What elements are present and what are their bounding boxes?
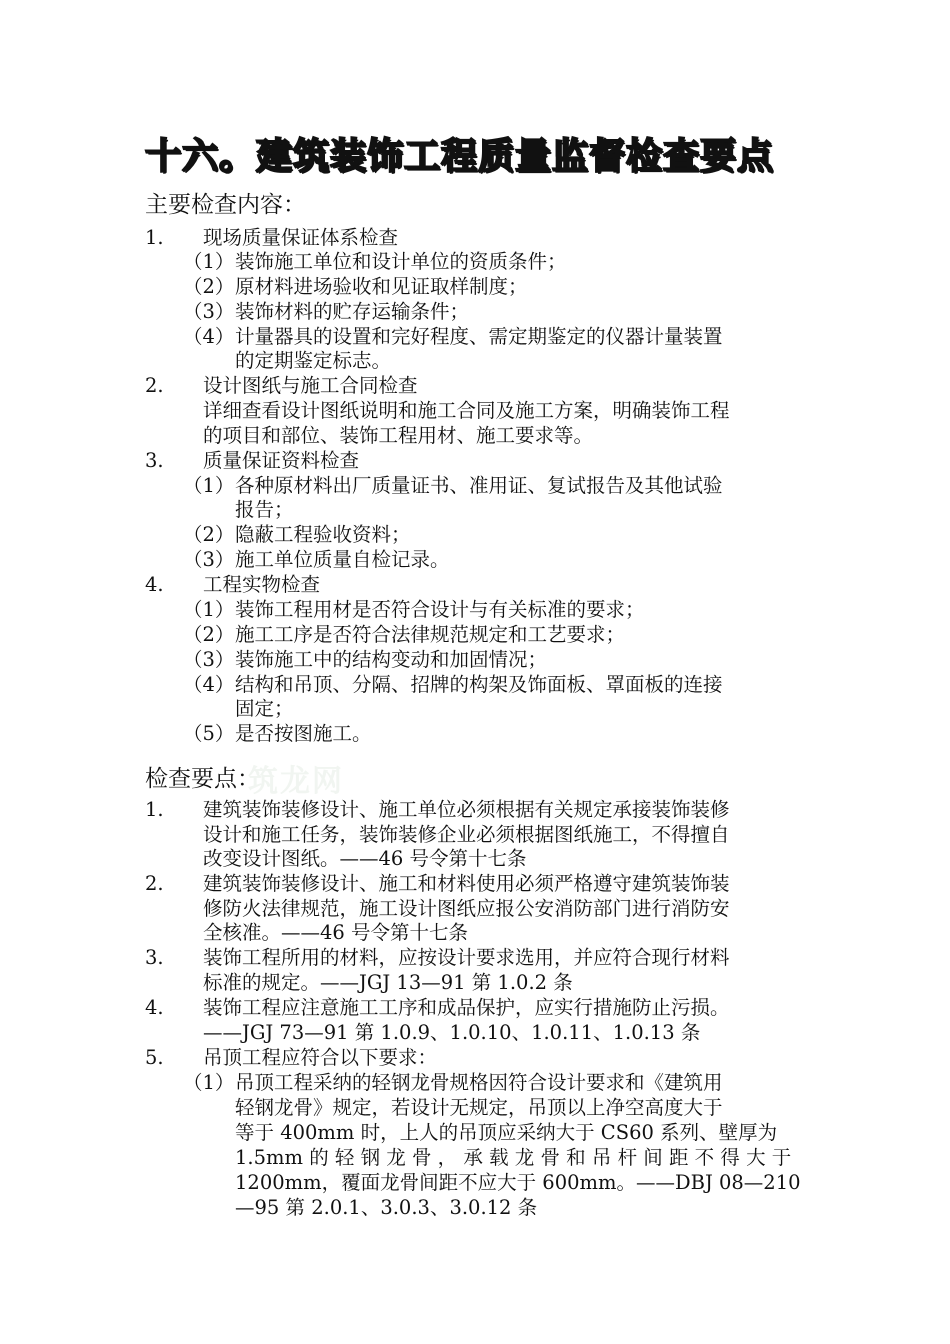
sub-text: 是否按图施工。 [235, 722, 372, 745]
item-text: 改变设计图纸。——46 号令第十七条 [203, 847, 527, 870]
sub-label: （1） [183, 474, 235, 497]
item-number: 1. [145, 798, 164, 821]
sub-text: 吊顶工程采纳的轻钢龙骨规格因符合设计要求和《建筑用 [235, 1071, 723, 1094]
page-title: 十六。建筑装饰工程质量监督检查要点 [145, 136, 775, 177]
item-title: 工程实物检查 [203, 573, 321, 596]
sub-label: （1） [183, 250, 235, 273]
sub-text: 的定期鉴定标志。 [235, 349, 392, 372]
sub-text: 原材料进场验收和见证取样制度； [235, 275, 528, 298]
item-text: 修防火法律规范，施工设计图纸应报公安消防部门进行消防安 [203, 897, 730, 920]
sub-label: （4） [183, 325, 235, 348]
item-body: 的项目和部位、装饰工程用材、施工要求等。 [203, 424, 594, 447]
item-number: 4. [145, 573, 164, 596]
item-text: 吊顶工程应符合以下要求： [203, 1046, 438, 1069]
sub-label: （1） [183, 598, 235, 621]
sub-text: 结构和吊顶、分隔、招牌的构架及饰面板、罩面板的连接 [235, 673, 723, 696]
sub-label: （3） [183, 548, 235, 571]
section-heading-main-content: 主要检查内容： [145, 192, 306, 218]
item-number: 1. [145, 226, 164, 249]
item-text: 设计和施工任务，装饰装修企业必须根据图纸施工，不得擅自 [203, 823, 730, 846]
sub-label: （4） [183, 673, 235, 696]
item-text: 标准的规定。——JGJ 13—91 第 1.0.2 条 [203, 971, 573, 994]
item-title: 现场质量保证体系检查 [203, 226, 399, 249]
sub-label: （1） [183, 1071, 235, 1094]
sub-text: 装饰施工单位和设计单位的资质条件； [235, 250, 567, 273]
sub-text: 计量器具的设置和完好程度、需定期鉴定的仪器计量装置 [235, 325, 723, 348]
item-number: 4. [145, 996, 164, 1019]
sub-text: 各种原材料出厂质量证书、准用证、复试报告及其他试验 [235, 474, 723, 497]
item-text: 建筑装饰装修设计、施工单位必须根据有关规定承接装饰装修 [203, 798, 730, 821]
item-title: 质量保证资料检查 [203, 449, 360, 472]
item-text: 全核准。——46 号令第十七条 [203, 921, 469, 944]
item-number: 2. [145, 374, 164, 397]
sub-text: 等于 400mm 时，上人的吊顶应采纳大于 CS60 系列、壁厚为 [235, 1121, 778, 1144]
sub-label: （5） [183, 722, 235, 745]
item-text: 装饰工程应注意施工工序和成品保护，应实行措施防止污损。 [203, 996, 730, 1019]
section-heading-key-points: 检查要点： [145, 766, 260, 792]
sub-text: 报告； [235, 498, 294, 521]
sub-text: 装饰施工中的结构变动和加固情况； [235, 648, 548, 671]
sub-text: 施工工序是否符合法律规范规定和工艺要求； [235, 623, 626, 646]
watermark-text: 筑龙网 [248, 764, 344, 799]
sub-label: （3） [183, 300, 235, 323]
sub-text: 1.5mm 的 轻 钢 龙 骨 ， 承 载 龙 骨 和 吊 杆 间 距 不 得 大 于 [235, 1146, 792, 1169]
sub-label: （2） [183, 523, 235, 546]
sub-text: 施工单位质量自检记录。 [235, 548, 450, 571]
item-text: 装饰工程所用的材料，应按设计要求选用，并应符合现行材料 [203, 946, 730, 969]
item-text: 建筑装饰装修设计、施工和材料使用必须严格遵守建筑装饰装 [203, 872, 730, 895]
sub-text: 装饰工程用材是否符合设计与有关标准的要求； [235, 598, 645, 621]
item-text: ——JGJ 73—91 第 1.0.9、1.0.10、1.0.11、1.0.13 条 [203, 1021, 701, 1044]
item-number: 2. [145, 872, 164, 895]
sub-label: （2） [183, 275, 235, 298]
item-number: 3. [145, 449, 164, 472]
sub-label: （3） [183, 648, 235, 671]
sub-text: 隐蔽工程验收资料； [235, 523, 411, 546]
item-number: 5. [145, 1046, 164, 1069]
sub-text: 1200mm，覆面龙骨间距不应大于 600mm。——DBJ 08—210 [235, 1171, 801, 1194]
sub-text: 轻钢龙骨》规定，若设计无规定，吊顶以上净空高度大于 [235, 1096, 723, 1119]
sub-text: 装饰材料的贮存运输条件； [235, 300, 470, 323]
sub-text: 固定； [235, 697, 294, 720]
item-number: 3. [145, 946, 164, 969]
sub-label: （2） [183, 623, 235, 646]
item-body: 详细查看设计图纸说明和施工合同及施工方案，明确装饰工程 [203, 399, 730, 422]
sub-text: —95 第 2.0.1、3.0.3、3.0.12 条 [235, 1196, 538, 1219]
item-title: 设计图纸与施工合同检查 [203, 374, 418, 397]
